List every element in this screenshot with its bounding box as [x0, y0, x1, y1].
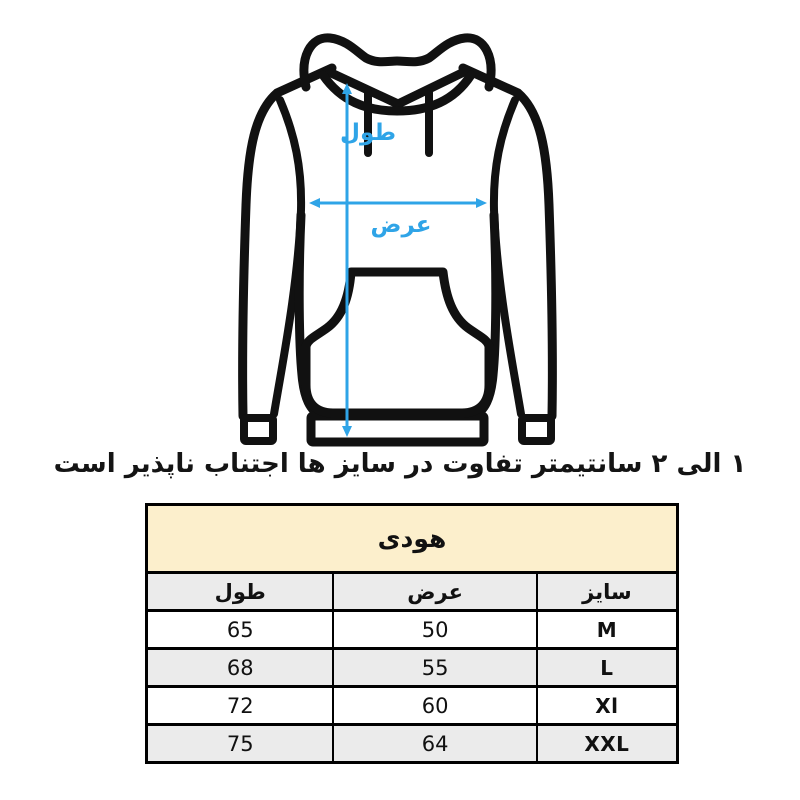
- table-row: [147, 687, 678, 725]
- width-cell: 60: [333, 687, 536, 725]
- length-label: طول: [340, 120, 397, 146]
- left-cuff: [244, 418, 273, 441]
- width-arrowhead-right: [476, 198, 487, 208]
- table-title: هودی: [147, 505, 678, 573]
- right-cuff: [522, 418, 551, 441]
- size-cell: L: [537, 649, 678, 687]
- table-row: [147, 649, 678, 687]
- length-cell: 72: [147, 687, 334, 725]
- table-row: [147, 725, 678, 763]
- column-header-size: سایز: [537, 573, 678, 611]
- size-tolerance-note: ۱ الی ۲ سانتیمتر تفاوت در سایز ها اجتناب ناپذیر است: [53, 449, 747, 479]
- column-header-width: عرض: [333, 573, 536, 611]
- size-cell: Xl: [537, 687, 678, 725]
- width-cell: 50: [333, 611, 536, 649]
- width-cell: 64: [333, 725, 536, 763]
- length-cell: 68: [147, 649, 334, 687]
- width-label: عرض: [370, 212, 432, 238]
- size-cell: M: [537, 611, 678, 649]
- kangaroo-pocket: [306, 272, 489, 413]
- column-header-length: طول: [147, 573, 334, 611]
- length-arrowhead-bottom: [342, 426, 352, 437]
- table-row: [147, 611, 678, 649]
- size-table: [145, 503, 679, 764]
- width-cell: 55: [333, 649, 536, 687]
- length-cell: 75: [147, 725, 334, 763]
- table-title-row: [147, 505, 678, 573]
- size-cell: XXL: [537, 725, 678, 763]
- table-header-row: [147, 573, 678, 611]
- width-arrowhead-left: [309, 198, 320, 208]
- hem-band: [311, 416, 484, 442]
- length-cell: 65: [147, 611, 334, 649]
